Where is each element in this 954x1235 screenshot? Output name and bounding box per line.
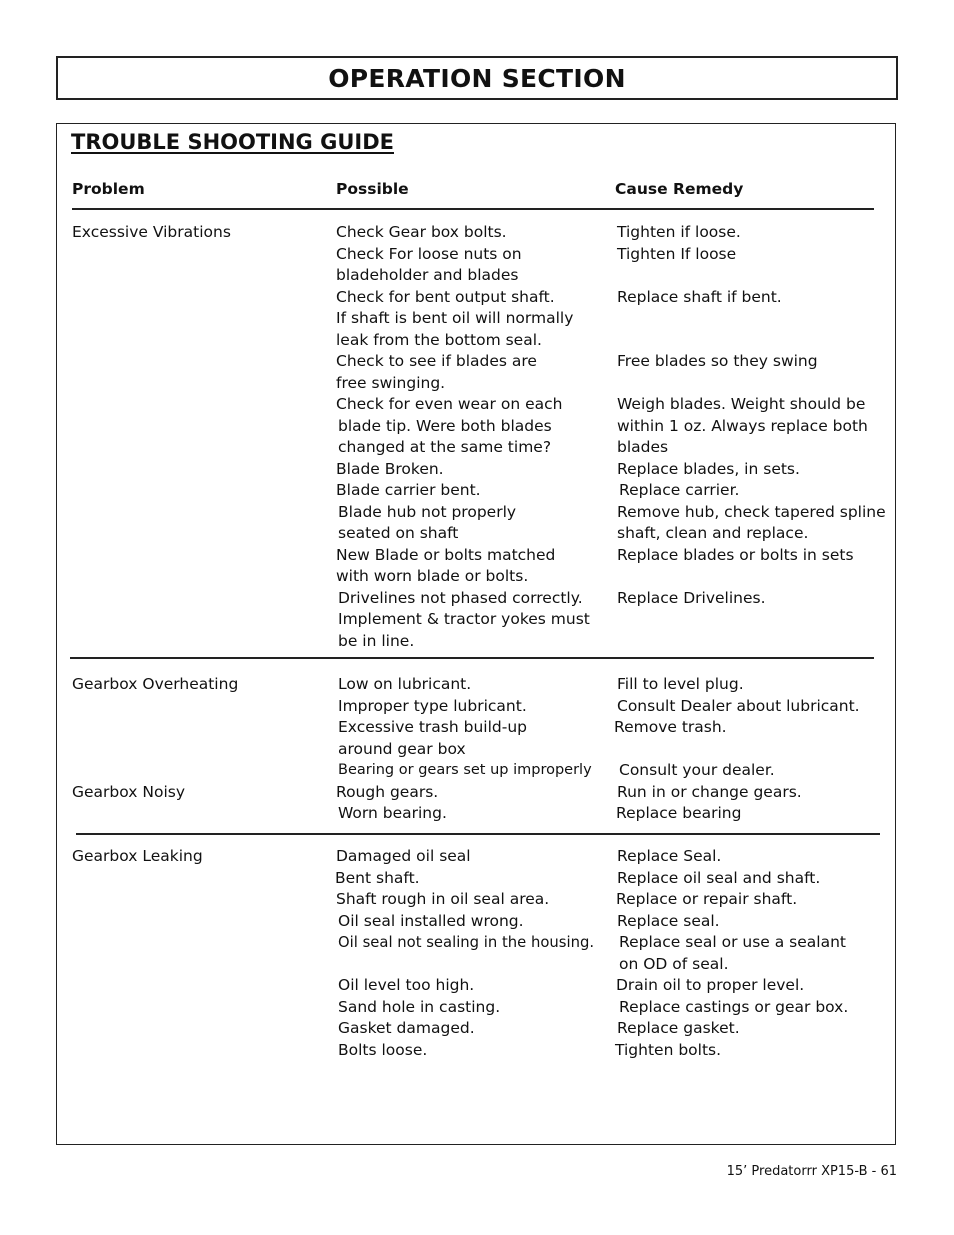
remedy-line: Tighten If loose: [617, 244, 737, 263]
possible-cause-line: Worn bearing.: [338, 804, 447, 822]
remedy-line: Replace bearing: [616, 804, 742, 822]
possible-cause-line: Blade carrier bent.: [336, 481, 481, 499]
remedy-line: Drain oil to proper level.: [616, 976, 805, 994]
possible-cause-line: Check For loose nuts on: [336, 244, 522, 263]
remedy-line: Replace Seal.: [617, 847, 722, 865]
remedy-line: Free blades so they swing: [617, 352, 818, 370]
possible-cause-line: Bent shaft.: [335, 868, 420, 887]
possible-cause-line: with worn blade or bolts.: [336, 567, 529, 585]
problem-label: Gearbox Leaking: [72, 847, 203, 865]
possible-cause-line: Bolts loose.: [338, 1040, 428, 1059]
possible-cause-line: Oil seal installed wrong.: [338, 911, 524, 930]
remedy-line: Remove hub, check tapered spline: [617, 502, 886, 521]
remedy-line: Replace oil seal and shaft.: [617, 868, 821, 887]
remedy-line: Consult Dealer about lubricant.: [617, 696, 860, 715]
possible-cause-line: Oil level too high.: [338, 976, 475, 994]
problem-label: Excessive Vibrations: [72, 223, 231, 241]
possible-cause-line: leak from the bottom seal.: [336, 330, 542, 349]
possible-cause-line: Excessive trash build-up: [338, 718, 527, 736]
remedy-line: Run in or change gears.: [617, 782, 802, 801]
possible-cause-line: Improper type lubricant.: [338, 696, 527, 715]
header-possible: Possible: [336, 180, 409, 198]
possible-cause-line: Damaged oil seal: [336, 847, 471, 865]
guide-title: TROUBLE SHOOTING GUIDE: [71, 130, 394, 154]
problem-label: Gearbox Overheating: [72, 675, 239, 693]
possible-cause-line: changed at the same time?: [338, 438, 552, 456]
possible-cause-line: Check to see if blades are: [336, 352, 537, 370]
remedy-line: Replace or repair shaft.: [616, 890, 798, 908]
possible-cause-line: Check for even wear on each: [336, 395, 563, 413]
possible-cause-line: Low on lubricant.: [338, 675, 472, 693]
possible-cause-line: Blade hub not properly: [338, 502, 517, 521]
remedy-line: Replace blades or bolts in sets: [617, 545, 854, 564]
possible-cause-line: New Blade or bolts matched: [336, 545, 556, 564]
remedy-line: Replace Drivelines.: [617, 588, 766, 607]
possible-cause-line: Shaft rough in oil seal area.: [336, 890, 550, 908]
header-cause-remedy: Cause Remedy: [615, 180, 744, 198]
remedy-line: Remove trash.: [614, 718, 727, 736]
section-divider-1: [70, 657, 874, 659]
possible-cause-line: Drivelines not phased correctly.: [338, 588, 583, 607]
remedy-line: Replace castings or gear box.: [619, 997, 849, 1016]
remedy-line: Tighten bolts.: [615, 1040, 722, 1059]
remedy-line: Replace blades, in sets.: [617, 459, 800, 478]
remedy-line: Fill to level plug.: [617, 675, 744, 693]
possible-cause-line: Check Gear box bolts.: [336, 223, 507, 241]
problem-label: Gearbox Noisy: [72, 782, 185, 801]
remedy-line: Replace seal.: [617, 911, 720, 930]
remedy-line: shaft, clean and replace.: [617, 524, 809, 542]
possible-cause-line: around gear box: [338, 739, 466, 758]
remedy-line: within 1 oz. Always replace both: [617, 416, 868, 435]
remedy-line: Replace seal or use a sealant: [619, 933, 846, 951]
possible-cause-line: free swinging.: [336, 373, 446, 392]
possible-cause-line: Rough gears.: [336, 782, 439, 801]
page-title: OPERATION SECTION: [328, 63, 626, 93]
remedy-line: Tighten if loose.: [617, 223, 741, 241]
possible-cause-line: Oil seal not sealing in the housing.: [338, 934, 595, 951]
possible-cause-line: Sand hole in casting.: [338, 997, 501, 1016]
possible-cause-line: Implement & tractor yokes must: [338, 610, 590, 628]
possible-cause-line: Gasket damaged.: [338, 1019, 475, 1037]
page-title-box: [56, 56, 898, 100]
possible-cause-line: If shaft is bent oil will normally: [336, 309, 574, 327]
remedy-line: blades: [617, 438, 669, 456]
possible-cause-line: Bearing or gears set up improperly: [338, 762, 592, 778]
possible-cause-line: seated on shaft: [338, 524, 459, 542]
possible-cause-line: bladeholder and blades: [336, 266, 519, 284]
remedy-line: Consult your dealer.: [619, 761, 775, 779]
header-divider: [72, 208, 874, 210]
remedy-line: Replace shaft if bent.: [617, 287, 782, 306]
remedy-line: Weigh blades. Weight should be: [617, 395, 866, 413]
possible-cause-line: blade tip. Were both blades: [338, 416, 552, 435]
possible-cause-line: Blade Broken.: [336, 459, 444, 478]
page-footer: 15’ Predatorrr XP15-B - 61: [726, 1164, 897, 1179]
remedy-line: on OD of seal.: [619, 954, 729, 973]
remedy-line: Replace carrier.: [619, 481, 740, 499]
possible-cause-line: be in line.: [338, 631, 415, 650]
possible-cause-line: Check for bent output shaft.: [336, 287, 555, 306]
section-divider-2: [76, 833, 880, 835]
header-problem: Problem: [72, 180, 145, 198]
remedy-line: Replace gasket.: [617, 1019, 740, 1037]
